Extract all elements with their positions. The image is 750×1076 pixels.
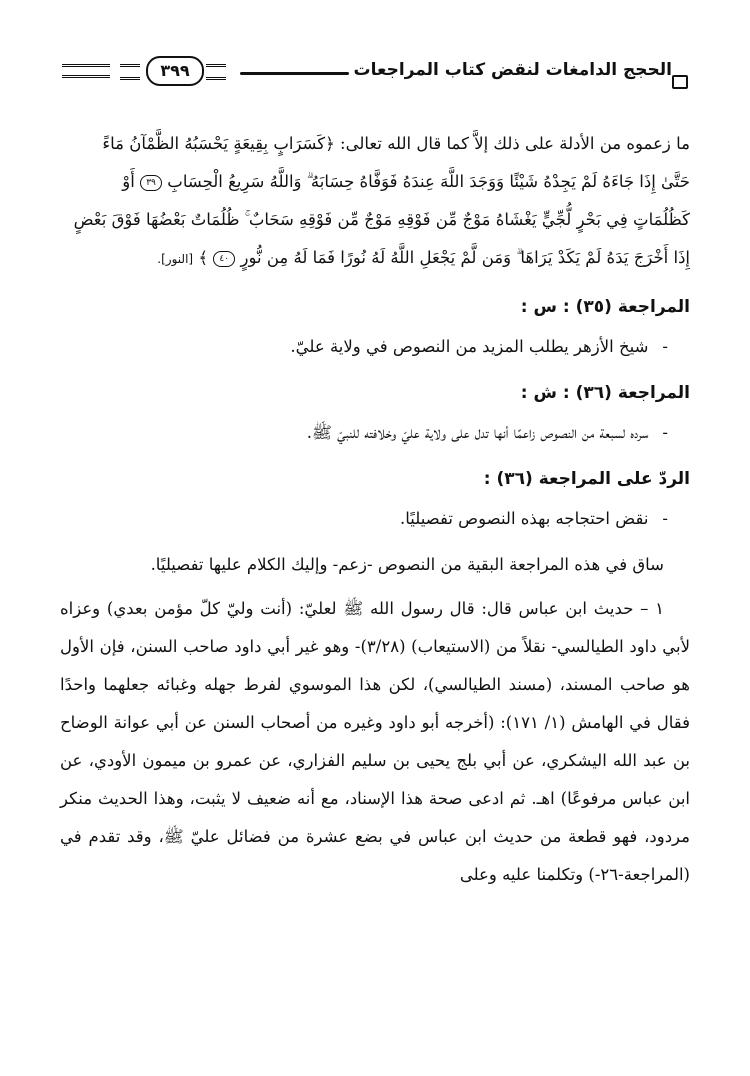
bullet-dash: - [662, 509, 668, 528]
section-heading-reply: الردّ على المراجعة (٣٦) : [483, 469, 690, 489]
lead-ornament-icon [62, 64, 110, 78]
running-title [354, 60, 694, 80]
page-number-frame [120, 52, 224, 88]
section-heading-35: المراجعة (٣٥) : س : [520, 297, 690, 317]
ornament-left-icon [120, 64, 140, 80]
page-body [60, 125, 690, 894]
bullet-36-text: سرده لسبعة من النصوص زاعمًا أنها تدل على ولاية عليّ وخلافته للنبيّ ﷺ. [306, 423, 649, 442]
ayah-number-icon: ٣٩ [140, 175, 162, 191]
verse-line-4-end: ﴾ [198, 248, 209, 267]
header-rule [240, 72, 349, 75]
section-heading-36: المراجعة (٣٦) : ش : [520, 383, 690, 403]
bullet-dash: - [662, 423, 668, 442]
verse-line-2 [60, 163, 690, 201]
bullet-35 [60, 330, 690, 364]
page-header [62, 50, 694, 94]
ornament-right-icon [206, 64, 226, 80]
title-ornament-icon [672, 75, 688, 89]
verse-source: [النور]. [157, 252, 194, 266]
ayah-number-icon: ٤٠ [213, 251, 235, 267]
page-number: ٣٩٩ [146, 56, 204, 86]
verse-line-4-text: إِذَا أَخْرَجَ يَدَهُ لَمْ يَكَدْ يَرَاهَا ۗ وَمَن لَّمْ يَجْعَلِ اللَّهُ لَهُ نُورًا فَمَا لَهُ مِن نُّورٍ [240, 248, 690, 267]
bullet-dash: - [662, 337, 668, 356]
verse-line-3: كَظُلُمَاتٍ فِي بَحْرٍ لُّجِّيٍّ يَغْشَاهُ مَوْجٌ مِّن فَوْقِهِ مَوْجٌ مِّن فَوْقِهِ سَحَابٌ ۚ ظُلُمَاتٌ بَعْضُهَا فَوْقَ بَعْضٍ [73, 210, 690, 229]
bullet-reply-text: نقض احتجاجه بهذه النصوص تفصيليًا. [399, 509, 649, 528]
paragraph-hadith-1: ١ – حديث ابن عباس قال: قال رسول الله ﷺ لعليّ: (أنت وليّ كلّ مؤمن بعدي) وعزاه لأبي داود الطيالسي- نقلاً من (الاستيعاب) (٣/٢٨)- وهو غير أبي داود صاحب السنن، فإن الأول هو صاحب المسند، (مسند الطيالسي)، لكن هذا الموسوي لفرط جهله وغبائه جعلهما واحدًا فقال في الهامش (١/ ١٧١): (أخرجه أبو داود وغيره من أصحاب السنن عن أبي عوانة الوضاح بن عبد الله اليشكري، عن أبي بلج يحيى بن سليم الفزاري، عن عمرو بن ميمون الأودي، عن ابن عباس مرفوعًا) اهـ. ثم ادعى صحة هذا الإسناد، مع أنه ضعيف لا يثبت، وهذا الحديث منكر مردود، فهو قطعة من حديث ابن عباس في بضع عشرة من فضائل عليّ ﷺ، وقد تقدم في (المراجعة-٢٦-) وتكلمنا عليه وعلى [60, 599, 691, 884]
verse-line-2-end: أَوْ [122, 172, 135, 191]
paragraph-intro: ساق في هذه المراجعة البقية من النصوص -زعم- وإليك الكلام عليها تفصيليًا. [150, 555, 664, 574]
verse-line-4 [60, 239, 690, 278]
bullet-36 [60, 416, 690, 450]
bullet-35-text: شيخ الأزهر يطلب المزيد من النصوص في ولاية عليّ. [290, 337, 649, 356]
running-title-text: الحجج الدامغات لنقض كتاب المراجعات [353, 60, 672, 80]
verse-line-1: ما زعموه من الأدلة على ذلك إلاَّ كما قال الله تعالى: ﴿كَسَرَابٍ بِقِيعَةٍ يَحْسَبُهُ الظَّمْآنُ مَاءً [102, 134, 690, 153]
quran-verse-block [60, 125, 690, 278]
bullet-reply [60, 502, 690, 536]
verse-line-2-text: حَتَّىٰ إِذَا جَاءَهُ لَمْ يَجِدْهُ شَيْئًا وَوَجَدَ اللَّهَ عِندَهُ فَوَفَّاهُ حِسَابَهُ ۗ وَاللَّهُ سَرِيعُ الْحِسَابِ [167, 172, 690, 191]
